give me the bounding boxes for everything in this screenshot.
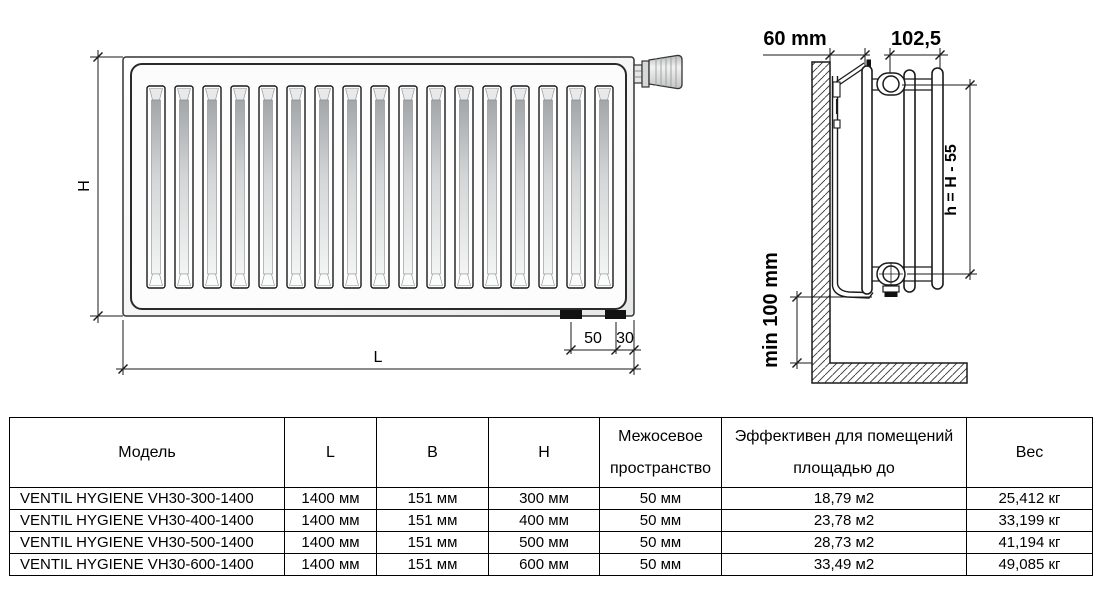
col-header-weight: Вес xyxy=(967,418,1093,488)
cell-axial-distance: 50 мм xyxy=(600,488,722,510)
bottom-connection xyxy=(872,262,932,297)
cell-effective-area: 33,49 м2 xyxy=(722,554,967,576)
top-connection xyxy=(872,73,932,95)
length-dimension xyxy=(116,320,641,375)
cell-height: 500 мм xyxy=(489,532,600,554)
axle-height-dim-label: h = H - 55 xyxy=(943,144,960,216)
radiator-channel xyxy=(567,86,585,288)
height-dim-label: H xyxy=(76,180,93,192)
bottom-connection-tab xyxy=(605,310,626,319)
radiator-channel xyxy=(231,86,249,288)
side-view xyxy=(760,28,977,383)
panel-tube xyxy=(862,66,872,294)
cell-axial-distance: 50 мм xyxy=(600,532,722,554)
cell-weight: 49,085 кг xyxy=(967,554,1093,576)
table-row xyxy=(10,488,1093,510)
floor-clearance-dim-label: min 100 mm xyxy=(760,252,782,368)
spec-table xyxy=(9,417,1093,576)
radiator-channel xyxy=(315,86,333,288)
cell-length: 1400 мм xyxy=(285,554,377,576)
cell-weight: 41,194 кг xyxy=(967,532,1093,554)
radiator-channel xyxy=(399,86,417,288)
radiator-channel xyxy=(511,86,529,288)
cell-model: VENTIL HYGIENE VH30-400-1400 xyxy=(10,510,285,532)
radiator-channel xyxy=(287,86,305,288)
radiator-channel xyxy=(539,86,557,288)
panel-tubes xyxy=(862,66,943,294)
table-row xyxy=(10,554,1093,576)
radiator-channel xyxy=(455,86,473,288)
col-header-model: Модель xyxy=(10,418,285,488)
floor-clearance-dimension xyxy=(790,291,872,369)
radiator-channel xyxy=(595,86,613,288)
cell-model: VENTIL HYGIENE VH30-500-1400 xyxy=(10,532,285,554)
cell-effective-area: 18,79 м2 xyxy=(722,488,967,510)
cell-weight: 33,199 кг xyxy=(967,510,1093,532)
cell-height: 400 мм xyxy=(489,510,600,532)
cell-width: 151 мм xyxy=(377,510,489,532)
col-header-width: B xyxy=(377,418,489,488)
cell-height: 600 мм xyxy=(489,554,600,576)
header-row xyxy=(10,418,1093,488)
cell-effective-area: 28,73 м2 xyxy=(722,532,967,554)
radiator-channel xyxy=(147,86,165,288)
cell-width: 151 мм xyxy=(377,532,489,554)
cell-axial-distance: 50 мм xyxy=(600,510,722,532)
col-header-axial-distance: Межосевое пространство xyxy=(600,418,722,488)
radiator-channel xyxy=(371,86,389,288)
cell-length: 1400 мм xyxy=(285,510,377,532)
height-dimension xyxy=(90,50,123,323)
cell-height: 300 мм xyxy=(489,488,600,510)
front-view xyxy=(76,50,682,375)
connection-dimension xyxy=(564,320,641,375)
cell-weight: 25,412 кг xyxy=(967,488,1093,510)
top-dimensions xyxy=(763,48,948,74)
cell-effective-area: 23,78 м2 xyxy=(722,510,967,532)
table-row xyxy=(10,510,1093,532)
panel-tube xyxy=(932,68,943,289)
radiator-channel xyxy=(203,86,221,288)
cell-model: VENTIL HYGIENE VH30-300-1400 xyxy=(10,488,285,510)
cell-width: 151 мм xyxy=(377,488,489,510)
radiator-channel xyxy=(427,86,445,288)
cell-model: VENTIL HYGIENE VH30-600-1400 xyxy=(10,554,285,576)
col-header-length: L xyxy=(285,418,377,488)
wall-distance-dim-label: 60 mm xyxy=(763,28,827,50)
bottom-connection-tab xyxy=(560,310,582,319)
radiator-channel xyxy=(175,86,193,288)
cell-length: 1400 мм xyxy=(285,532,377,554)
thermostatic-valve xyxy=(634,55,682,88)
cell-length: 1400 мм xyxy=(285,488,377,510)
radiator-channel xyxy=(343,86,361,288)
tab-spacing-dim-label: 50 xyxy=(584,330,602,347)
table-row xyxy=(10,532,1093,554)
cell-axial-distance: 50 мм xyxy=(600,554,722,576)
radiator-channel xyxy=(483,86,501,288)
cell-width: 151 мм xyxy=(377,554,489,576)
depth-dim-label: 102,5 xyxy=(890,28,942,50)
length-dim-label: L xyxy=(373,349,383,366)
tab-edge-dim-label: 30 xyxy=(616,330,634,347)
radiator-channels xyxy=(147,86,613,288)
radiator-channel xyxy=(259,86,277,288)
col-header-effective-area: Эффективен для помещений площадью до xyxy=(722,418,967,488)
col-header-height: H xyxy=(489,418,600,488)
panel-tube xyxy=(904,70,915,292)
